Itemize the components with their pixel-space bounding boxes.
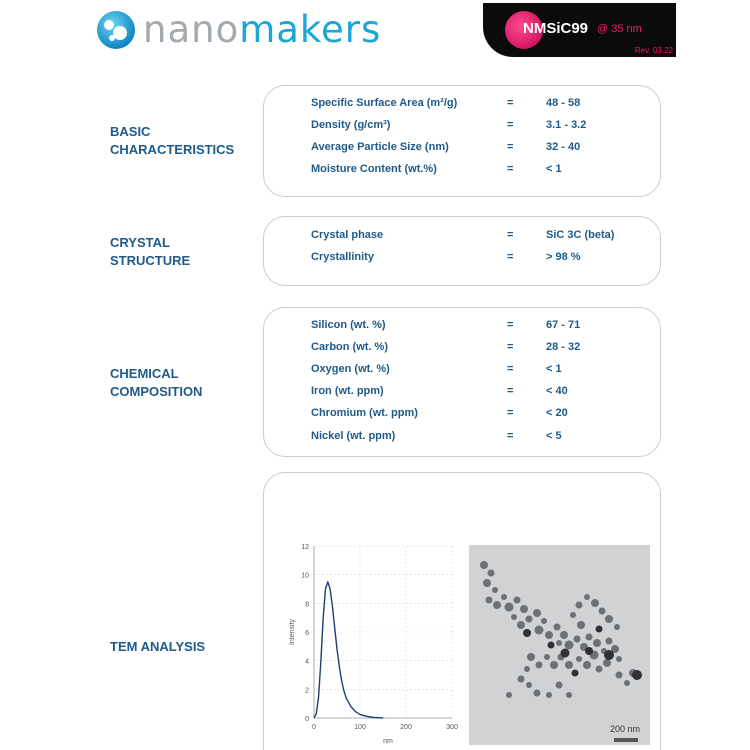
product-size: @ 35 nm [597, 23, 642, 35]
product-tab [483, 3, 676, 57]
y-tick-label: 2 [305, 687, 309, 695]
product-code: NMSiC99 [523, 20, 589, 37]
chemical-composition-box [263, 307, 661, 457]
table-row: Chromium (wt. ppm) = < 20 [311, 407, 568, 419]
scale-bar-label: 200 nm [610, 724, 641, 734]
series-line [314, 582, 383, 718]
y-axis-label: Intensity [289, 618, 296, 646]
brand-part1: nano [143, 8, 240, 51]
y-tick-label: 8 [305, 601, 309, 609]
table-row: Iron (wt. ppm) = < 40 [311, 385, 568, 397]
table-row: Specific Surface Area (m²/g) = 48 - 58 [311, 97, 581, 109]
x-tick-label: 300 [446, 724, 458, 731]
y-tick-label: 6 [305, 630, 309, 637]
y-tick-label: 0 [305, 716, 309, 723]
y-tick-label: 12 [301, 544, 309, 551]
table-row: Crystallinity = > 98 % [311, 251, 581, 263]
nanomakers-logo-icon [96, 10, 136, 50]
table-row: Average Particle Size (nm) = 32 - 40 [311, 141, 581, 153]
crystal-section-title: CRYSTAL STRUCTURE [110, 235, 191, 268]
chemical-section-title: CHEMICAL COMPOSITION [110, 366, 203, 399]
table-row: Carbon (wt. %) = 28 - 32 [311, 341, 581, 353]
table-row: Moisture Content (wt.%) = < 1 [311, 163, 562, 175]
x-tick-label: 100 [354, 724, 366, 731]
tem-section-title: TEM ANALYSIS [110, 639, 206, 654]
page-header [0, 0, 750, 60]
scale-bar [614, 738, 638, 742]
brand-part2: makers [239, 8, 382, 51]
basic-characteristics-box [263, 85, 661, 197]
crystal-structure-box [263, 216, 661, 286]
x-tick-label: 200 [400, 724, 412, 731]
table-row: Crystal phase = SiC 3C (beta) [311, 229, 615, 241]
y-tick-label: 4 [305, 658, 309, 666]
basic-section-title: BASIC CHARACTERISTICS [110, 124, 235, 157]
tem-micrograph-image [469, 545, 650, 745]
revision-label: Rev. 03.22 [634, 46, 673, 55]
y-tick-label: 10 [301, 572, 309, 580]
table-row: Density (g/cm³) = 3.1 - 3.2 [311, 119, 587, 131]
table-row: Nickel (wt. ppm) = < 5 [311, 430, 562, 442]
x-tick-label: 0 [312, 724, 316, 731]
brand-wordmark [143, 10, 381, 50]
particle-size-chart [282, 540, 462, 750]
x-axis-label: nm [383, 738, 393, 745]
table-row: Oxygen (wt. %) = < 1 [311, 363, 562, 375]
table-row: Silicon (wt. %) = 67 - 71 [311, 319, 581, 331]
